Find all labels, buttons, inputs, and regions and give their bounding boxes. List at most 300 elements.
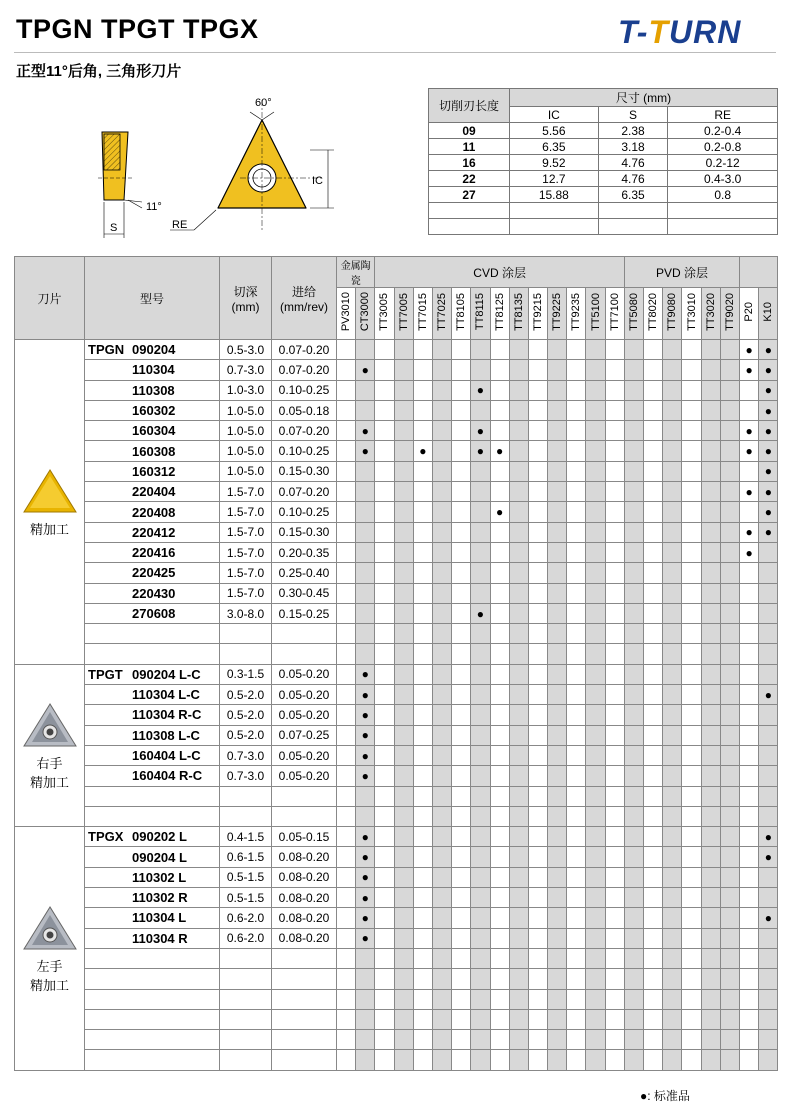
depth-cell: 0.5-2.0 — [220, 725, 272, 745]
depth-cell — [220, 644, 272, 664]
grade-cell — [490, 948, 509, 968]
depth-cell: 0.4-1.5 — [220, 827, 272, 847]
depth-cell — [220, 1050, 272, 1070]
grade-cell — [509, 786, 528, 806]
grade-cell — [663, 441, 682, 461]
grade-cell — [740, 766, 759, 786]
grade-cell — [644, 542, 663, 562]
grade-cell — [490, 421, 509, 441]
grade-cell — [337, 461, 356, 481]
grade-cell — [567, 827, 586, 847]
grade-cell — [394, 867, 413, 887]
table-row — [15, 827, 778, 847]
grade-cell — [375, 867, 394, 887]
grade-cell — [720, 522, 739, 542]
model-cell — [85, 867, 220, 887]
grade-cell — [413, 502, 432, 522]
feed-cell — [272, 624, 337, 644]
grade-cell — [548, 888, 567, 908]
grade-cell — [528, 583, 547, 603]
grade-cell — [663, 360, 682, 380]
grade-cell — [759, 786, 778, 806]
feed-cell — [272, 948, 337, 968]
grade-cell — [528, 522, 547, 542]
grade-cell — [701, 969, 720, 989]
grade-label: TT7015 — [416, 293, 429, 331]
model-cell — [85, 380, 220, 400]
grade-cell — [644, 847, 663, 867]
grade-cell — [663, 502, 682, 522]
grade-cell — [663, 847, 682, 867]
category-label: 左手 — [36, 958, 63, 974]
grade-header — [528, 288, 547, 340]
depth-cell: 0.7-3.0 — [220, 766, 272, 786]
grade-cell — [394, 766, 413, 786]
grade-cell — [720, 827, 739, 847]
grade-cell — [624, 908, 643, 928]
grade-cell — [452, 786, 471, 806]
grade-cell — [663, 989, 682, 1009]
availability-dot: ● — [476, 423, 485, 438]
grade-cell — [432, 482, 451, 502]
grade-cell — [375, 603, 394, 623]
grade-cell — [682, 644, 701, 664]
grade-cell — [528, 542, 547, 562]
grade-cell — [586, 542, 605, 562]
grade-cell — [663, 745, 682, 765]
grade-cell — [337, 745, 356, 765]
availability-dot: ● — [764, 464, 772, 479]
grade-cell — [490, 847, 509, 867]
grade-cell — [548, 603, 567, 623]
grade-cell — [663, 1030, 682, 1050]
grade-cell — [644, 1030, 663, 1050]
grade-cell — [337, 969, 356, 989]
grade-cell — [605, 522, 624, 542]
table-row — [15, 461, 778, 481]
grade-cell — [759, 502, 778, 522]
grade-cell — [509, 1030, 528, 1050]
grade-cell — [759, 908, 778, 928]
legend-mark: ● — [640, 1089, 648, 1103]
grade-cell — [375, 360, 394, 380]
grade-cell — [644, 928, 663, 948]
grade-cell — [394, 380, 413, 400]
grade-cell — [432, 1030, 451, 1050]
grade-cell — [375, 1030, 394, 1050]
grade-label: CT3000 — [359, 292, 372, 332]
grade-cell — [567, 685, 586, 705]
grade-cell — [701, 542, 720, 562]
grade-cell — [701, 461, 720, 481]
feed-cell: 0.08-0.20 — [272, 847, 337, 867]
grade-cell — [337, 441, 356, 461]
grade-cell — [356, 664, 375, 684]
side-view — [98, 132, 142, 238]
grade-cell — [528, 908, 547, 928]
grade-label: TT8135 — [512, 293, 525, 331]
model-cell — [85, 989, 220, 1009]
grade-cell — [509, 725, 528, 745]
grade-cell — [759, 867, 778, 887]
logo-accent: T — [648, 14, 669, 50]
dim-cell-code: 27 — [429, 187, 510, 203]
grade-cell — [759, 400, 778, 420]
grade-cell — [356, 867, 375, 887]
grade-cell — [509, 1009, 528, 1029]
grade-cell — [471, 603, 490, 623]
table-row — [15, 908, 778, 928]
grade-cell — [548, 1030, 567, 1050]
grade-cell — [337, 685, 356, 705]
grade-cell — [356, 786, 375, 806]
grade-cell — [471, 542, 490, 562]
grade-cell — [567, 664, 586, 684]
grade-cell — [394, 603, 413, 623]
grade-cell — [605, 563, 624, 583]
dim-header-length: 切削刃长度 — [429, 89, 510, 123]
grade-cell — [548, 664, 567, 684]
grade-label: TT8105 — [455, 293, 468, 331]
grade-cell — [375, 1009, 394, 1029]
grade-cell — [605, 583, 624, 603]
re-label: RE — [172, 219, 188, 231]
grade-cell — [740, 441, 759, 461]
availability-dot: ● — [764, 362, 772, 377]
feed-cell: 0.30-0.45 — [272, 583, 337, 603]
grade-cell — [509, 441, 528, 461]
grade-cell — [663, 624, 682, 644]
grade-cell — [490, 1030, 509, 1050]
header-pvd: PVD 涂层 — [624, 257, 739, 288]
grade-cell — [337, 583, 356, 603]
grade-cell — [490, 928, 509, 948]
grade-label: TT7025 — [436, 293, 449, 331]
grade-cell — [663, 827, 682, 847]
grade-cell — [528, 360, 547, 380]
grade-cell — [356, 340, 375, 360]
grade-cell — [759, 664, 778, 684]
availability-dot: ● — [764, 403, 772, 418]
grade-cell — [720, 725, 739, 745]
grade-cell — [701, 360, 720, 380]
grade-cell — [663, 705, 682, 725]
grade-label: PV3010 — [340, 292, 353, 332]
grade-cell — [740, 847, 759, 867]
grade-cell — [759, 745, 778, 765]
availability-dot: ● — [495, 444, 504, 459]
grade-cell — [394, 664, 413, 684]
table-row — [15, 786, 778, 806]
model-cell — [85, 603, 220, 623]
grade-cell — [759, 725, 778, 745]
grade-cell — [720, 360, 739, 380]
grade-cell — [567, 786, 586, 806]
grade-cell — [432, 502, 451, 522]
grade-cell — [394, 1009, 413, 1029]
grade-cell — [586, 806, 605, 826]
grade-cell — [509, 664, 528, 684]
grade-cell — [394, 705, 413, 725]
grade-cell — [644, 522, 663, 542]
grade-cell — [528, 482, 547, 502]
grade-label: TT7100 — [608, 293, 621, 331]
legend-text: : 标准品 — [647, 1089, 690, 1103]
model-code: 110302 L — [132, 869, 187, 885]
grade-cell — [740, 989, 759, 1009]
grade-cell — [356, 644, 375, 664]
availability-dot: ● — [361, 829, 369, 844]
grade-cell — [567, 969, 586, 989]
grade-label: TT9080 — [666, 293, 679, 331]
grade-cell — [605, 400, 624, 420]
grade-cell — [548, 421, 567, 441]
grade-cell — [528, 685, 547, 705]
grade-cell — [663, 482, 682, 502]
grade-cell — [337, 867, 356, 887]
grade-cell — [663, 400, 682, 420]
grade-cell — [471, 1030, 490, 1050]
grade-label: TT8020 — [647, 293, 660, 331]
logo-pre: T- — [618, 14, 649, 50]
grade-cell — [740, 644, 759, 664]
grade-cell — [375, 827, 394, 847]
grade-cell — [701, 989, 720, 1009]
grade-cell — [337, 603, 356, 623]
grade-label: TT3005 — [378, 293, 391, 331]
grade-label: K10 — [762, 302, 775, 322]
dim-cell-empty — [429, 219, 510, 235]
grade-cell — [528, 563, 547, 583]
table-row — [15, 400, 778, 420]
grade-cell — [682, 603, 701, 623]
header-depth-unit: (mm) — [231, 299, 260, 314]
grade-cell — [701, 1030, 720, 1050]
grade-cell — [605, 989, 624, 1009]
grade-cell — [605, 948, 624, 968]
grade-cell — [682, 705, 701, 725]
grade-cell — [624, 664, 643, 684]
grade-cell — [624, 1009, 643, 1029]
grade-cell — [548, 1050, 567, 1070]
grade-cell — [586, 989, 605, 1009]
grade-cell — [759, 482, 778, 502]
grade-cell — [586, 522, 605, 542]
grade-cell — [682, 1050, 701, 1070]
grade-cell — [452, 745, 471, 765]
depth-cell: 1.0-5.0 — [220, 400, 272, 420]
header-insert: 刀片 — [15, 257, 85, 340]
grade-cell — [432, 603, 451, 623]
depth-cell — [220, 969, 272, 989]
grade-cell — [567, 482, 586, 502]
grade-cell — [509, 685, 528, 705]
dim-cell-re: 0.2-0.8 — [668, 139, 778, 155]
table-row — [15, 1030, 778, 1050]
grade-cell — [701, 928, 720, 948]
grade-cell — [509, 806, 528, 826]
grade-cell — [624, 745, 643, 765]
grade-cell — [644, 360, 663, 380]
grade-cell — [624, 685, 643, 705]
grade-cell — [528, 725, 547, 745]
top-view — [170, 100, 334, 230]
grade-cell — [471, 705, 490, 725]
grade-cell — [682, 583, 701, 603]
grade-cell — [432, 948, 451, 968]
availability-dot: ● — [476, 606, 485, 621]
grade-header — [682, 288, 701, 340]
grade-cell — [356, 888, 375, 908]
dim-cell-s: 6.35 — [598, 187, 668, 203]
grade-cell — [413, 786, 432, 806]
grade-cell — [701, 380, 720, 400]
grade-cell — [490, 786, 509, 806]
dim-cell-re: 0.8 — [668, 187, 778, 203]
grade-cell — [605, 664, 624, 684]
grade-cell — [356, 989, 375, 1009]
depth-cell: 0.7-3.0 — [220, 360, 272, 380]
grade-cell — [548, 400, 567, 420]
model-code: 220416 — [132, 545, 176, 561]
grade-cell — [586, 766, 605, 786]
grade-cell — [375, 928, 394, 948]
grade-cell — [567, 989, 586, 1009]
grade-cell — [452, 766, 471, 786]
feed-cell: 0.10-0.25 — [272, 441, 337, 461]
grade-cell — [394, 948, 413, 968]
grade-cell — [337, 786, 356, 806]
grade-cell — [528, 400, 547, 420]
model-cell — [85, 908, 220, 928]
grade-cell — [701, 948, 720, 968]
grade-cell — [548, 583, 567, 603]
grade-cell — [413, 441, 432, 461]
grade-cell — [490, 542, 509, 562]
grade-cell — [740, 725, 759, 745]
grade-cell — [432, 1050, 451, 1070]
grade-cell — [490, 1050, 509, 1070]
grade-cell — [548, 969, 567, 989]
grade-header — [663, 288, 682, 340]
grade-cell — [586, 1050, 605, 1070]
grade-cell — [586, 441, 605, 461]
table-row — [15, 441, 778, 461]
table-row — [15, 867, 778, 887]
grade-cell — [413, 806, 432, 826]
grade-cell — [624, 948, 643, 968]
depth-cell: 1.0-3.0 — [220, 380, 272, 400]
grade-cell — [586, 1030, 605, 1050]
grade-cell — [720, 1030, 739, 1050]
feed-cell — [272, 969, 337, 989]
grade-cell — [624, 928, 643, 948]
grade-cell — [452, 542, 471, 562]
model-code: 090204 L-C — [132, 666, 201, 682]
grade-cell — [567, 583, 586, 603]
grade-cell — [471, 502, 490, 522]
grade-cell — [394, 583, 413, 603]
grade-cell — [452, 1030, 471, 1050]
grade-cell — [375, 888, 394, 908]
grade-cell — [605, 603, 624, 623]
grade-cell — [432, 1009, 451, 1029]
grade-cell — [490, 685, 509, 705]
grade-cell — [471, 827, 490, 847]
grade-header — [490, 288, 509, 340]
grade-cell — [471, 380, 490, 400]
grade-cell — [720, 380, 739, 400]
depth-cell: 1.0-5.0 — [220, 441, 272, 461]
grade-cell — [740, 461, 759, 481]
model-code: 220425 — [132, 565, 176, 581]
grade-cell — [432, 888, 451, 908]
grade-cell — [375, 583, 394, 603]
grade-cell — [548, 745, 567, 765]
model-cell — [85, 745, 220, 765]
grade-cell — [356, 380, 375, 400]
availability-dot: ● — [764, 525, 772, 540]
grade-cell — [337, 806, 356, 826]
depth-cell — [220, 989, 272, 1009]
grade-cell — [413, 908, 432, 928]
grade-cell — [413, 340, 432, 360]
model-cell — [85, 928, 220, 948]
grade-cell — [528, 969, 547, 989]
grade-cell — [548, 847, 567, 867]
feed-cell: 0.07-0.20 — [272, 340, 337, 360]
grade-cell — [682, 400, 701, 420]
grade-cell — [759, 340, 778, 360]
grade-cell — [663, 461, 682, 481]
depth-cell: 0.5-2.0 — [220, 685, 272, 705]
grade-cell — [471, 969, 490, 989]
feed-cell: 0.08-0.20 — [272, 888, 337, 908]
grade-cell — [548, 1009, 567, 1029]
grade-cell — [375, 664, 394, 684]
grade-cell — [682, 867, 701, 887]
model-cell — [85, 340, 220, 360]
grade-cell — [452, 888, 471, 908]
model-cell — [85, 542, 220, 562]
model-cell — [85, 1050, 220, 1070]
grade-cell — [337, 380, 356, 400]
grade-cell — [432, 441, 451, 461]
grade-cell — [528, 421, 547, 441]
grade-cell — [586, 340, 605, 360]
availability-dot: ● — [745, 423, 753, 438]
grade-cell — [759, 644, 778, 664]
grade-cell — [337, 522, 356, 542]
grade-cell — [471, 1050, 490, 1070]
grade-cell — [701, 725, 720, 745]
model-code: 110304 — [132, 362, 175, 378]
feed-cell: 0.08-0.20 — [272, 928, 337, 948]
grade-cell — [663, 583, 682, 603]
grade-cell — [624, 847, 643, 867]
grade-cell — [567, 847, 586, 867]
grade-cell — [682, 989, 701, 1009]
grade-cell — [663, 421, 682, 441]
grade-cell — [624, 542, 643, 562]
availability-dot: ● — [476, 444, 485, 459]
model-code: 110304 R — [132, 930, 188, 946]
grade-cell — [740, 1009, 759, 1029]
grade-cell — [740, 522, 759, 542]
feed-cell — [272, 1030, 337, 1050]
availability-dot: ● — [361, 870, 369, 885]
grade-cell — [740, 745, 759, 765]
